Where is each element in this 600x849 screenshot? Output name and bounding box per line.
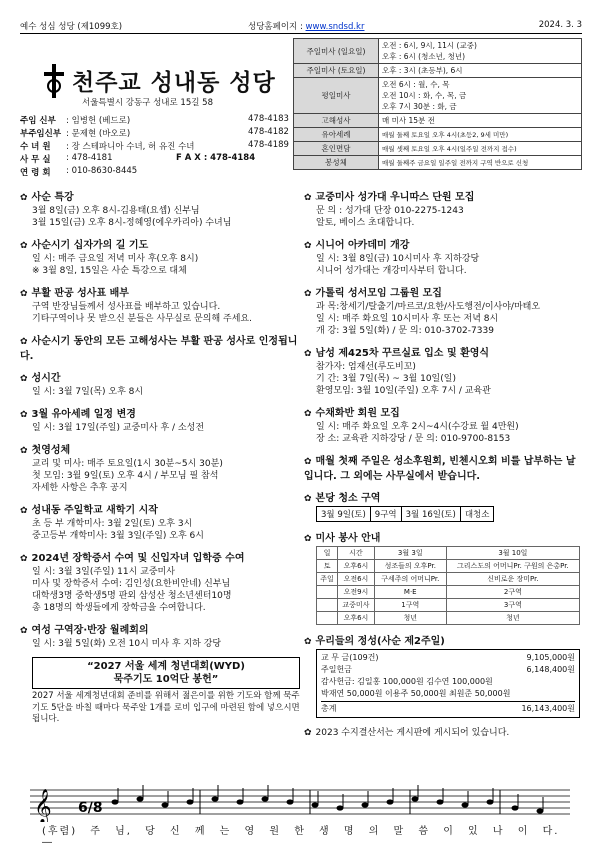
volunteer-header-cell: 3월 10일 [446, 547, 579, 560]
notice-heading [304, 236, 584, 251]
wyd-title: “2027 서울 세계 청년대회(WYD) [87, 661, 245, 672]
music-note [412, 796, 419, 801]
volunteer-cell [317, 599, 338, 612]
notice-section [304, 452, 584, 482]
notice-line: 일 시: 3월 17일(주일) 교중미사 후 / 소성전 [32, 423, 205, 433]
notice-section [304, 344, 584, 397]
mass-label: 주일미사 (일요일) [294, 39, 379, 64]
volunteer-header-cell: 3월 3일 [374, 547, 446, 560]
notice-heading [304, 529, 584, 544]
notice-title: 사순시기 동안의 모든 고해성사는 부활 판공 성사로 인정됩니다. [20, 336, 298, 362]
flower-bullet-icon: ✿ [20, 374, 28, 384]
notice-line: 3월 8일(금) 오후 8시-김용태(요셉) 신부님 [32, 206, 200, 216]
staff-fax: F A X : 478-4184 [176, 153, 256, 163]
notice-heading [20, 501, 300, 516]
music-note [112, 799, 119, 804]
mass-time: 오전 10시 : 화, 수, 목, 금 [382, 91, 467, 100]
notice-section [20, 188, 300, 229]
notice-line: 기 간: 3월 7일(목) ~ 3월 10일(일) [316, 374, 456, 384]
notice-line: 교리 및 미사: 매주 토요일(1시 30분~5시 30분) [32, 459, 223, 469]
volunteer-cell: 3구역 [446, 599, 579, 612]
notice-title: 교중미사 성가대 우니따스 단원 모집 [315, 192, 475, 203]
time-signature: 6/8 [78, 800, 103, 816]
flower-bullet-icon: ✿ [304, 494, 312, 504]
notice-heading [20, 405, 300, 420]
staff-row [20, 153, 290, 166]
finance-row [321, 652, 575, 664]
notice-heading [20, 284, 300, 299]
volunteer-cell: 주일 [317, 573, 338, 586]
staff-value: : 문제현 (바오로) [66, 129, 131, 139]
notice-heading [20, 549, 300, 564]
mass-times [379, 64, 582, 78]
volunteer-table [316, 546, 580, 625]
mass-time: 오후 : 3시 (초등부), 6시 [382, 66, 463, 75]
notice-line: 일 시: 3월 3일(주일) 11시 교중미사 [32, 567, 175, 577]
notice-section [304, 284, 584, 337]
flower-bullet-icon: ✿ [20, 241, 28, 251]
music-note [462, 802, 469, 807]
church-logo-icon [42, 64, 66, 98]
volunteer-cell [317, 612, 338, 625]
notice-line: 일 시: 3월 7일(목) 오후 8시 [32, 387, 144, 397]
flower-bullet-icon: ✿ [20, 554, 28, 564]
volunteer-cell: 토 [317, 560, 338, 573]
notice-line: 환영모임: 3월 10일(주일) 오후 7시 / 교육관 [316, 386, 491, 396]
volunteer-header-cell: 시간 [338, 547, 375, 560]
notice-section [304, 725, 584, 738]
finance-amount: 6,148,400원 [526, 665, 575, 674]
flower-bullet-icon: ✿ [20, 446, 28, 456]
cleaning-row [317, 507, 494, 522]
music-note [537, 808, 544, 813]
notice-title: 본당 청소 구역 [315, 493, 381, 504]
notice-line: 대학생3명 중학생5명 판외 삼성산 청소년센터10명 [32, 591, 232, 601]
notice-line: 일 시: 매주 화요일 10시미사 후 또는 저녁 8시 [316, 314, 499, 324]
mass-time: 매월 둘째주 금요일 일주일 전까지 구역 반으로 신청 [382, 159, 529, 167]
mass-label: 고해성사 [294, 114, 379, 128]
homepage [248, 20, 364, 32]
staff-row [20, 127, 290, 140]
notice-heading [20, 441, 300, 456]
flower-bullet-icon: ✿ [20, 193, 28, 203]
notice-section [20, 236, 300, 277]
notice-line: 문 의 : 성가대 단장 010-2275-1243 [316, 206, 464, 216]
notice-title: 부활 판공 성사표 배부 [31, 288, 129, 299]
finance-row [321, 664, 575, 676]
finance-label: 교 무 금(109건) [321, 653, 379, 662]
finance-total-label: 총계 [321, 704, 337, 713]
notice-section [304, 236, 584, 277]
parish-address: 서울특별시 강동구 성내로 15길 58 [82, 98, 213, 108]
staff-label: 사 무 실 [20, 155, 51, 165]
notice-line: 초 등 부 개학미사: 3월 2일(토) 오후 3시 [32, 519, 193, 529]
staff-label: 부주임신부 [20, 129, 62, 139]
notice-heading [304, 344, 584, 359]
mass-row [294, 114, 582, 128]
mass-time: 오전 : 6시, 9시, 11시 (교중) [382, 41, 477, 50]
notice-section [304, 188, 584, 229]
notice-section [20, 621, 300, 650]
volunteer-row [317, 612, 580, 625]
flower-bullet-icon: ✿ [304, 637, 312, 647]
volunteer-row [317, 599, 580, 612]
mass-label: 혼인면담 [294, 142, 379, 156]
song-staff [20, 782, 582, 848]
notice-line: 미사 및 장학증서 수여: 김인성(요한비안네) 신부님 [32, 579, 231, 589]
treble-clef-icon: 𝄞 [34, 789, 52, 822]
finance-total-amount: 16,143,400원 [521, 704, 575, 713]
music-note [262, 796, 269, 801]
notice-section [20, 441, 300, 494]
notice-heading [304, 489, 584, 504]
staff-phone: 478-4189 [248, 140, 289, 150]
volunteer-row [317, 573, 580, 586]
notice-title: 2023 수지결산서는 게시판에 게시되어 있습니다. [315, 728, 510, 738]
music-note [312, 802, 319, 807]
left-column [20, 188, 300, 726]
volunteer-header [317, 547, 580, 560]
notice-title: 미사 봉사 안내 [315, 533, 381, 544]
mass-row [294, 156, 582, 170]
notice-title: 사순시기 십자가의 길 기도 [31, 240, 149, 251]
notice-section [304, 489, 584, 522]
mass-time: 오후 : 6시 (청소년, 청년) [382, 52, 466, 61]
notice-line: 일 시: 3월 5일(화) 오전 10시 미사 후 지하 강당 [32, 639, 222, 649]
staff-value: : 010-8630-8445 [66, 166, 138, 176]
flower-bullet-icon: ✿ [20, 289, 28, 299]
flower-bullet-icon: ✿ [304, 534, 312, 544]
notice-line: 자세한 사항은 추후 공지 [32, 483, 128, 493]
mass-time: 매월 둘째 토요일 오후 4시(초등2, 9세 미만) [382, 131, 509, 139]
mass-label: 주일미사 (토요일) [294, 64, 379, 78]
notice-heading [20, 369, 300, 384]
notice-title: 2024년 장학증서 수여 및 신입자녀 입학증 수여 [31, 553, 245, 564]
flower-bullet-icon: ✿ [20, 626, 28, 636]
music-note [512, 805, 519, 810]
volunteer-cell: 성조들의 오후Pr. [374, 560, 446, 573]
finance-row [321, 676, 575, 688]
notice-section [304, 632, 584, 718]
staff-phone: 478-4183 [248, 114, 289, 124]
notice-line: 3월 15일(금) 오후 8시-정혜영(에우카리아) 수녀님 [32, 218, 232, 228]
cleaning-cell: 3월 16일(토) [401, 507, 460, 522]
mass-times [379, 128, 582, 142]
volunteer-row [317, 560, 580, 573]
mass-time: 매월 셋째 토요일 오후 4시(일주일 전까지 접수) [382, 145, 517, 153]
music-note [287, 799, 294, 804]
homepage-label: 성당홈페이지 : [248, 22, 303, 32]
notice-line: 장 소: 교육관 지하강당 / 문 의: 010-9700-8153 [316, 434, 511, 444]
flower-bullet-icon: ✿ [304, 728, 312, 738]
notice-title: 첫영성체 [31, 445, 71, 456]
notice-section [20, 549, 300, 614]
mass-label: 유아세례 [294, 128, 379, 142]
finance-amount: 9,105,000원 [526, 653, 575, 662]
notice-line: 총 18명의 학생들에게 장학금을 수여합니다. [32, 603, 206, 613]
flower-bullet-icon: ✿ [304, 289, 312, 299]
volunteer-cell: 오전9시 [338, 586, 375, 599]
wyd-subtitle: 묵주기도 10억단 봉헌” [113, 674, 219, 685]
notice-section [20, 369, 300, 398]
mass-time: 오후 7시 30분 : 화, 금 [382, 102, 457, 111]
notice-heading [20, 332, 300, 362]
volunteer-cell: 오후6시 [338, 612, 375, 625]
music-note [362, 802, 369, 807]
mass-time: 매 미사 15분 전 [382, 116, 435, 125]
music-note [162, 802, 169, 807]
notice-heading [304, 452, 584, 482]
notice-title: 성시간 [31, 373, 61, 384]
notice-title: 매월 첫째 주일은 성소후원회, 빈첸시오회 비를 납부하는 날입니다. 그 외에는 사무실에서 받습니다. [304, 456, 576, 482]
homepage-link[interactable]: www.sndsd.kr [305, 22, 365, 32]
notice-heading [20, 236, 300, 251]
notice-line: 시니어 성가대는 개강미사부터 합니다. [316, 266, 467, 276]
volunteer-cell: 2구역 [446, 586, 579, 599]
mass-label: 봉성체 [294, 156, 379, 170]
finance-label: 주일헌금 [321, 665, 352, 674]
mass-row [294, 39, 582, 64]
flower-bullet-icon: ✿ [20, 410, 28, 420]
cleaning-cell: 대청소 [460, 507, 494, 522]
header [20, 38, 582, 182]
volunteer-cell [317, 586, 338, 599]
notice-heading [20, 621, 300, 636]
mass-time: 오전 6시 : 월, 수, 목 [382, 80, 450, 89]
notice-line: 일 시: 매주 화요일 오후 2시~4시(수강료 월 4만원) [316, 422, 519, 432]
finance-label: 감사헌금: 김일홍 100,000원 김수연 100,000원 [321, 677, 493, 686]
notice-heading [304, 188, 584, 203]
volunteer-row [317, 586, 580, 599]
staff-value: : 임병헌 (베드로) [66, 116, 131, 126]
notice-heading [304, 404, 584, 419]
mass-schedule [293, 38, 582, 170]
notice-title: 여성 구역장·반장 월례회의 [31, 625, 149, 636]
notice-section [20, 332, 300, 362]
notice-section [20, 501, 300, 542]
notice-section [304, 404, 584, 445]
staff-label: 연 령 회 [20, 168, 51, 178]
staff-label: 수 녀 원 [20, 142, 51, 152]
mass-row [294, 78, 582, 114]
mass-times [379, 39, 582, 64]
volunteer-cell: M·E [374, 586, 446, 599]
notice-heading [20, 188, 300, 203]
flower-bullet-icon: ✿ [20, 337, 28, 347]
notice-title: 남성 제425차 꾸르실료 입소 및 환영식 [315, 348, 490, 359]
notice-section [20, 405, 300, 434]
finance-row [321, 688, 575, 700]
flower-bullet-icon: ✿ [304, 193, 312, 203]
flower-bullet-icon: ✿ [304, 241, 312, 251]
finance-label: 박재연 50,000원 이용주 50,000원 최원준 50,000원 [321, 689, 511, 698]
music-note [437, 799, 444, 804]
music-note [137, 796, 144, 801]
mass-label: 평일미사 [294, 78, 379, 114]
mass-row [294, 128, 582, 142]
mass-row [294, 64, 582, 78]
volunteer-cell: 1구역 [374, 599, 446, 612]
notice-title: 3월 유아세례 일정 변경 [31, 409, 136, 420]
notice-line: 알토, 베이스 초대합니다. [316, 218, 415, 228]
mass-times [379, 142, 582, 156]
music-staff-icon [20, 782, 582, 822]
notice-line: 일 시: 3월 8일(금) 10시미사 후 지하강당 [316, 254, 480, 264]
music-note [187, 799, 194, 804]
cleaning-table [316, 506, 494, 522]
notice-title: 성내동 주일학교 새학기 시작 [31, 505, 158, 516]
volunteer-cell: 청년 [374, 612, 446, 625]
notice-heading [304, 632, 584, 647]
finance-divider [321, 701, 575, 702]
notice-section [20, 284, 300, 325]
staff-row [20, 166, 290, 179]
volunteer-header-cell: 일 [317, 547, 338, 560]
flower-bullet-icon: ✿ [304, 409, 312, 419]
finance-total [321, 703, 575, 715]
notice-line: 기타구역이나 못 받으신 분들은 사무실로 문의해 주세요. [32, 314, 252, 324]
music-note [487, 799, 494, 804]
notice-heading [304, 725, 584, 738]
mass-row [294, 142, 582, 156]
notice-line: 과 목:창세기/탈출기/마르코/요한/사도행전/이사야/마태오 [316, 302, 541, 312]
volunteer-cell: 교중미사 [338, 599, 375, 612]
flower-bullet-icon: ✿ [304, 349, 312, 359]
top-bar [20, 18, 582, 34]
issue-date: 2024. 3. 3 [538, 20, 582, 30]
notice-line: ※ 3월 8일, 15일은 사순 특강으로 대체 [32, 266, 187, 276]
wyd-box [32, 657, 300, 689]
staff-phone: 478-4182 [248, 127, 289, 137]
staff-list [20, 114, 290, 179]
staff-row [20, 140, 290, 153]
volunteer-cell: 오후6시 [338, 560, 375, 573]
staff-label: 주임 신부 [20, 116, 56, 126]
staff-value: : 장 스테파니아 수녀, 허 유진 수녀 [66, 142, 195, 152]
notice-line: 구역 반장님들께서 성사표를 배부하고 있습니다. [32, 302, 221, 312]
flower-bullet-icon: ✿ [304, 457, 312, 467]
notice-title: 우리들의 정성(사순 제2주일) [315, 636, 445, 647]
staff-row [20, 114, 290, 127]
finance-box [316, 649, 580, 718]
notice-heading [304, 284, 584, 299]
right-column [304, 188, 584, 745]
cleaning-cell: 3월 9일(토) [317, 507, 371, 522]
music-note [237, 799, 244, 804]
notice-section [304, 529, 584, 625]
music-note [212, 796, 219, 801]
notice-title: 수채화반 회원 모집 [315, 408, 400, 419]
notice-line: 개 강: 3월 5일(화) / 문 의: 010-3702-7339 [316, 326, 494, 336]
wyd-text: 2027 서울 세계청년대회 준비를 위해서 젊은이를 위한 기도와 함께 묵주기도 5단을 바칠 때마다 묵주알 1개를 로비 입구에 마련된 함에 넣으시면 됩니다. [32, 691, 300, 724]
mass-times [379, 114, 582, 128]
notice-title: 가톨릭 성서모임 그룹원 모집 [315, 288, 442, 299]
parish-title: 천주교 성내동 성당 [72, 70, 276, 96]
volunteer-cell: 오전6시 [338, 573, 375, 586]
staff-value: : 478-4181 [66, 153, 113, 163]
flower-bullet-icon: ✿ [20, 506, 28, 516]
notice-line: 참가자: 엄재선(루도비꼬) [316, 362, 416, 372]
notice-line: 일 시: 매주 금요일 저녁 미사 후(오후 8시) [32, 254, 199, 264]
music-note [387, 799, 394, 804]
volunteer-cell: 구세주의 어머니Pr. [374, 573, 446, 586]
volunteer-cell: 청년 [446, 612, 579, 625]
notice-line: 중고등부 개학미사: 3월 3일(주일) 오후 6시 [32, 531, 204, 541]
volunteer-cell: 그리스도의 어머니Pr. 구원의 은총Pr. [446, 560, 579, 573]
volunteer-cell: 신비로운 장미Pr. [446, 573, 579, 586]
mass-times [379, 78, 582, 114]
notice-title: 시니어 아카데미 개강 [315, 240, 410, 251]
song-lyrics: (후렴) 주 님, 당 신 께 는 영 원 한 생 명 의 말 씀 이 있 나 이 다. ― [42, 826, 560, 848]
music-note [337, 805, 344, 810]
mass-times [379, 156, 582, 170]
parish-issue: 예수 성심 성당 (제1099호) [20, 22, 123, 32]
cleaning-cell: 9구역 [370, 507, 401, 522]
notice-title: 사순 특강 [31, 192, 74, 203]
notice-line: 첫 모임: 3월 9일(토) 오후 4시 / 부모님 필 참석 [32, 471, 219, 481]
